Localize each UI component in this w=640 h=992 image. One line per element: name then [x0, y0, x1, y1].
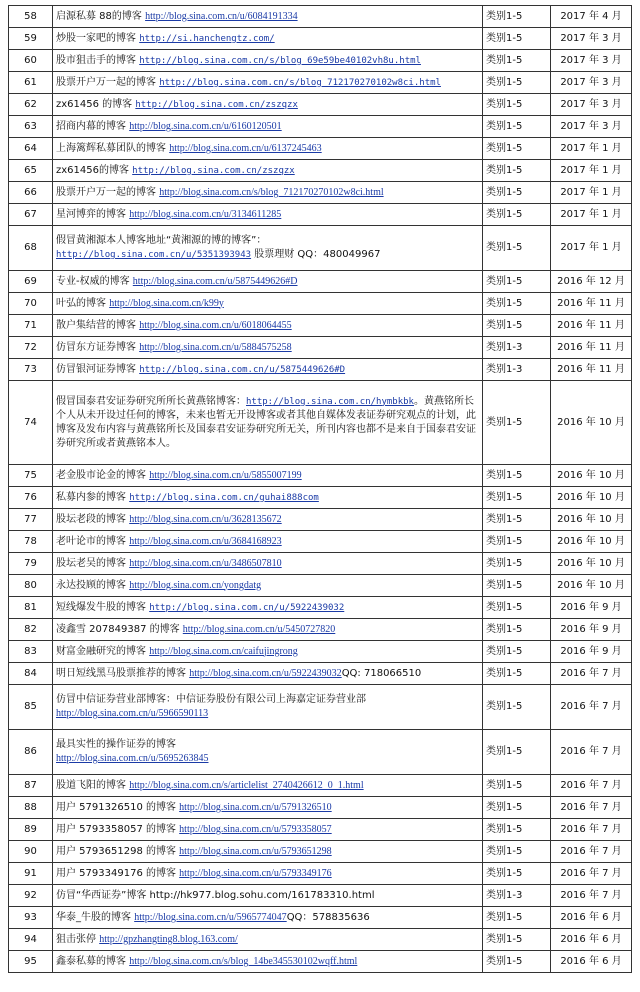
- date-cell: 2016 年 7 月: [551, 863, 632, 885]
- blog-title: 财富金融研究的博客: [56, 645, 150, 657]
- row-number: 94: [9, 929, 53, 951]
- blog-title: 炒股一家吧的博客: [56, 32, 140, 44]
- table-row: [9, 226, 632, 271]
- blog-description: [53, 575, 483, 597]
- table-row: [9, 138, 632, 160]
- table-row: [9, 819, 632, 841]
- category-cell: 类别1-5: [483, 6, 551, 28]
- blog-title: 假冒国泰君安证券研究所所长黄燕铭博客：: [56, 395, 246, 407]
- blog-url-link[interactable]: http://blog.sina.com.cn/u/5450727820: [182, 623, 336, 635]
- row-number: 81: [9, 597, 53, 619]
- blog-description: [53, 204, 483, 226]
- blog-title: 用户 5791326510 的博客: [56, 801, 180, 813]
- category-cell: 类别1-5: [483, 50, 551, 72]
- table-row: [9, 271, 632, 293]
- blog-url-link[interactable]: http://blog.sina.com.cn/s/articlelist_2740426612_0_1.html: [129, 779, 364, 791]
- date-cell: 2016 年 7 月: [551, 775, 632, 797]
- blog-url-link[interactable]: http://blog.sina.com.cn/u/5791326510: [179, 801, 332, 813]
- date-cell: 2016 年 7 月: [551, 797, 632, 819]
- date-cell: 2017 年 3 月: [551, 72, 632, 94]
- row-number: 66: [9, 182, 53, 204]
- date-cell: 2016 年 7 月: [551, 819, 632, 841]
- blog-title: 鑫泰私募的博客: [56, 955, 130, 967]
- blog-url-link[interactable]: http://blog.sina.com.cn/u/6160120501: [129, 120, 282, 132]
- date-cell: 2017 年 3 月: [551, 94, 632, 116]
- blog-description: [53, 819, 483, 841]
- blog-description: [53, 929, 483, 951]
- row-number: 90: [9, 841, 53, 863]
- table-row: [9, 885, 632, 907]
- blog-title: 上海篱辉私募团队的博客: [56, 142, 170, 154]
- blog-title: 最具实性的操作证券的博客: [56, 739, 176, 750]
- date-cell: 2016 年 10 月: [551, 487, 632, 509]
- row-number: 65: [9, 160, 53, 182]
- blog-url-link[interactable]: http://blog.sina.com.cn/yongdatg: [129, 579, 262, 591]
- row-number: 84: [9, 663, 53, 685]
- blog-title: 招商内幕的博客: [56, 120, 130, 132]
- blog-description: [53, 841, 483, 863]
- blog-title: 专业-权威的博客: [56, 275, 133, 287]
- date-cell: 2017 年 1 月: [551, 138, 632, 160]
- row-number: 59: [9, 28, 53, 50]
- row-number: 86: [9, 730, 53, 775]
- blog-url-link[interactable]: http://blog.sina.com.cn/zszqzx: [132, 165, 295, 176]
- table-row: [9, 663, 632, 685]
- blog-description: [53, 138, 483, 160]
- blog-title: 散户集结营的博客: [56, 319, 140, 331]
- blog-title: 私募内参的博客: [56, 491, 130, 503]
- blog-list-table: [8, 5, 632, 973]
- blog-description: [53, 337, 483, 359]
- date-cell: 2016 年 7 月: [551, 730, 632, 775]
- date-cell: 2016 年 7 月: [551, 885, 632, 907]
- blog-description: [53, 293, 483, 315]
- category-cell: 类别1-5: [483, 775, 551, 797]
- blog-title: 用户 5793349176 的博客: [56, 867, 180, 879]
- blog-title: 用户 5793358057 的博客: [56, 823, 180, 835]
- blog-description: [53, 907, 483, 929]
- category-cell: 类别1-5: [483, 226, 551, 271]
- table-row: [9, 553, 632, 575]
- blog-title: 仿冒银河证券博客: [56, 363, 140, 375]
- blog-title: 凌鑫雪 207849387 的博客: [56, 623, 183, 635]
- blog-url-link[interactable]: http://blog.sina.com.cn/u/5793349176: [179, 867, 332, 879]
- blog-title: QQ: 718066510: [341, 667, 422, 679]
- category-cell: 类别1-5: [483, 381, 551, 465]
- blog-title: 股坛老段的博客: [56, 513, 130, 525]
- table-row: [9, 929, 632, 951]
- date-cell: 2016 年 11 月: [551, 359, 632, 381]
- blog-description: [53, 885, 483, 907]
- table-row: [9, 72, 632, 94]
- date-cell: 2016 年 12 月: [551, 271, 632, 293]
- row-number: 88: [9, 797, 53, 819]
- blog-description: [53, 315, 483, 337]
- blog-url-link[interactable]: http://blog.sina.com.cn/u/5922439032: [149, 602, 345, 613]
- date-cell: 2017 年 1 月: [551, 226, 632, 271]
- blog-description: [53, 94, 483, 116]
- blog-title: 狙击张停: [56, 933, 100, 945]
- date-cell: 2017 年 1 月: [551, 204, 632, 226]
- blog-url-link[interactable]: http://blog.sina.com.cn/u/6137245463: [169, 142, 322, 154]
- blog-url-link[interactable]: http://blog.sina.com.cn/u/3486507810: [129, 557, 282, 569]
- blog-description: [53, 531, 483, 553]
- table-row: [9, 863, 632, 885]
- table-row: [9, 797, 632, 819]
- row-number: 74: [9, 381, 53, 465]
- table-row: [9, 182, 632, 204]
- date-cell: 2016 年 10 月: [551, 575, 632, 597]
- category-cell: 类别1-5: [483, 160, 551, 182]
- blog-url-link[interactable]: http://blog.sina.com.cn/u/6018064455: [139, 319, 292, 331]
- blog-description: [53, 619, 483, 641]
- date-cell: 2016 年 9 月: [551, 619, 632, 641]
- table-body: [9, 6, 632, 973]
- blog-description: [53, 465, 483, 487]
- blog-title: 短线爆发牛股的博客: [56, 601, 150, 613]
- blog-title: 股票开户万一起的博客: [56, 76, 160, 88]
- blog-title: 假冒黄湘源本人博客地址“黄湘源的博的博客”：: [56, 235, 267, 246]
- category-cell: 类别1-5: [483, 271, 551, 293]
- category-cell: 类别1-5: [483, 797, 551, 819]
- blog-description: [53, 597, 483, 619]
- category-cell: 类别1-5: [483, 315, 551, 337]
- category-cell: 类别1-5: [483, 553, 551, 575]
- row-number: 89: [9, 819, 53, 841]
- blog-url-text: http://hk977.blog.sohu.com/161783310.html: [149, 889, 375, 901]
- blog-url-link[interactable]: http://blog.sina.com.cn/u/5875449626#D: [132, 275, 298, 287]
- blog-description: [53, 685, 483, 730]
- category-cell: 类别1-5: [483, 531, 551, 553]
- blog-description: [53, 72, 483, 94]
- blog-url-link[interactable]: http://blog.sina.com.cn/u/5922439032: [189, 667, 342, 679]
- blog-description: [53, 182, 483, 204]
- date-cell: 2016 年 10 月: [551, 509, 632, 531]
- category-cell: 类别1-5: [483, 138, 551, 160]
- table-row: [9, 841, 632, 863]
- table-row: [9, 575, 632, 597]
- date-cell: 2016 年 10 月: [551, 553, 632, 575]
- blog-title: 永达投顾的博客: [56, 579, 130, 591]
- row-number: 93: [9, 907, 53, 929]
- row-number: 69: [9, 271, 53, 293]
- row-number: 70: [9, 293, 53, 315]
- blog-url-link[interactable]: http://blog.sina.com.cn/guhai888com: [129, 492, 319, 503]
- row-number: 92: [9, 885, 53, 907]
- row-number: 77: [9, 509, 53, 531]
- table-row: [9, 50, 632, 72]
- category-cell: 类别1-5: [483, 28, 551, 50]
- date-cell: 2016 年 6 月: [551, 929, 632, 951]
- blog-url-link[interactable]: http://blog.sina.com.cn/u/3684168923: [129, 535, 282, 547]
- blog-title: 华泰_牛股的博客: [56, 911, 135, 923]
- date-cell: 2016 年 6 月: [551, 907, 632, 929]
- blog-description: [53, 271, 483, 293]
- blog-description: [53, 797, 483, 819]
- category-cell: 类别1-5: [483, 641, 551, 663]
- category-cell: 类别1-3: [483, 359, 551, 381]
- blog-url-link[interactable]: http://gpzhangting8.blog.163.com/: [99, 933, 238, 945]
- blog-description: [53, 6, 483, 28]
- blog-title: 叶弘的博客: [56, 297, 110, 309]
- table-row: [9, 465, 632, 487]
- blog-description: [53, 863, 483, 885]
- blog-url-link[interactable]: http://blog.sina.com.cn/u/5965774047: [134, 911, 287, 923]
- category-cell: 类别1-3: [483, 885, 551, 907]
- blog-title: 仿冒中信证券营业部博客：中信证券股份有限公司上海嘉定证券营业部: [56, 694, 366, 705]
- blog-title: 老金股市论金的博客: [56, 469, 150, 481]
- blog-title: 。黄燕铭所长个人从未开设过任何的博客，未来也暂无开设博客或者其他自媒体发表证券研究观点的计划，此博客及发布内容与黄燕铭所长及国泰君安证券研究所无关，所刊内容也都不是来自于国泰君安证券研究所或者黄燕铭本人。: [56, 395, 476, 449]
- table-row: [9, 619, 632, 641]
- blog-title: 股市狙击手的博客: [56, 54, 140, 66]
- row-number: 71: [9, 315, 53, 337]
- blog-title: zx61456 的博客: [56, 98, 136, 110]
- blog-description: [53, 641, 483, 663]
- category-cell: 类别1-5: [483, 182, 551, 204]
- row-number: 80: [9, 575, 53, 597]
- blog-description: [53, 359, 483, 381]
- category-cell: 类别1-5: [483, 951, 551, 973]
- blog-url-link[interactable]: http://blog.sina.com.cn/zszqzx: [135, 99, 298, 110]
- category-cell: 类别1-5: [483, 663, 551, 685]
- blog-url-link[interactable]: http://blog.sina.com.cn/u/6084191334: [145, 10, 298, 22]
- row-number: 91: [9, 863, 53, 885]
- row-number: 68: [9, 226, 53, 271]
- row-number: 60: [9, 50, 53, 72]
- table-row: [9, 6, 632, 28]
- category-cell: 类别1-5: [483, 293, 551, 315]
- category-cell: 类别1-5: [483, 204, 551, 226]
- blog-title: 股票理财 QQ：480049967: [251, 249, 381, 260]
- blog-title: QQ：578835636: [286, 911, 370, 923]
- table-row: [9, 487, 632, 509]
- blog-url-link[interactable]: http://si.hanchengtz.com/: [139, 33, 275, 44]
- date-cell: 2017 年 3 月: [551, 28, 632, 50]
- blog-url-link[interactable]: http://blog.sina.com.cn/s/blog_712170270102w8ci.html: [159, 186, 384, 198]
- blog-title: 启源私募 88的博客: [56, 10, 146, 22]
- row-number: 62: [9, 94, 53, 116]
- table-row: [9, 160, 632, 182]
- table-row: [9, 685, 632, 730]
- table-row: [9, 597, 632, 619]
- category-cell: 类别1-5: [483, 730, 551, 775]
- table-row: [9, 359, 632, 381]
- category-cell: 类别1-5: [483, 72, 551, 94]
- category-cell: 类别1-5: [483, 116, 551, 138]
- row-number: 87: [9, 775, 53, 797]
- blog-description: [53, 116, 483, 138]
- date-cell: 2017 年 4 月: [551, 6, 632, 28]
- blog-url-link[interactable]: http://blog.sina.com.cn/s/blog_712170270102w8ci.html: [159, 77, 441, 88]
- date-cell: 2016 年 11 月: [551, 293, 632, 315]
- date-cell: 2016 年 10 月: [551, 531, 632, 553]
- table-row: [9, 293, 632, 315]
- blog-url-link[interactable]: http://blog.sina.com.cn/u/5695263845: [56, 753, 209, 764]
- table-row: [9, 951, 632, 973]
- date-cell: 2017 年 3 月: [551, 50, 632, 72]
- table-row: [9, 116, 632, 138]
- row-number: 95: [9, 951, 53, 973]
- blog-title: 股坛老吴的博客: [56, 557, 130, 569]
- blog-description: [53, 553, 483, 575]
- table-row: [9, 641, 632, 663]
- table-row: [9, 204, 632, 226]
- category-cell: 类别1-5: [483, 619, 551, 641]
- blog-description: [53, 775, 483, 797]
- blog-title: 股道飞阳的博客: [56, 779, 130, 791]
- blog-description: [53, 663, 483, 685]
- table-row: [9, 907, 632, 929]
- category-cell: 类别1-5: [483, 575, 551, 597]
- blog-title: 明日短线黑马股票推荐的博客: [56, 667, 190, 679]
- category-cell: 类别1-5: [483, 907, 551, 929]
- category-cell: 类别1-5: [483, 509, 551, 531]
- blog-url-link[interactable]: http://blog.sina.com.cn/u/3628135672: [129, 513, 282, 525]
- blog-url-link[interactable]: http://blog.sina.com.cn/u/5966590113: [56, 708, 209, 719]
- blog-url-link[interactable]: http://blog.sina.com.cn/hymbkbk: [246, 396, 414, 407]
- blog-title: 老叶论市的博客: [56, 535, 130, 547]
- row-number: 76: [9, 487, 53, 509]
- blog-description: [53, 487, 483, 509]
- row-number: 79: [9, 553, 53, 575]
- table-row: [9, 509, 632, 531]
- blog-description: [53, 226, 483, 271]
- blog-title: zx61456的博客: [56, 164, 133, 176]
- blog-title: 用户 5793651298 的博客: [56, 845, 180, 857]
- category-cell: 类别1-5: [483, 597, 551, 619]
- blog-url-link[interactable]: http://blog.sina.com.cn/u/5793358057: [179, 823, 332, 835]
- blog-title: 星河博弈的博客: [56, 208, 130, 220]
- blog-url-link[interactable]: http://blog.sina.com.cn/u/5351393943: [56, 250, 252, 260]
- table-row: [9, 775, 632, 797]
- blog-description: [53, 509, 483, 531]
- blog-description: [53, 730, 483, 775]
- blog-title: 仿冒东方证券博客: [56, 341, 140, 353]
- table-row: [9, 94, 632, 116]
- row-number: 82: [9, 619, 53, 641]
- row-number: 64: [9, 138, 53, 160]
- category-cell: 类别1-5: [483, 465, 551, 487]
- blog-description: [53, 50, 483, 72]
- date-cell: 2016 年 10 月: [551, 381, 632, 465]
- blog-url-link[interactable]: http://blog.sina.com.cn/caifujingrong: [149, 645, 298, 657]
- row-number: 85: [9, 685, 53, 730]
- date-cell: 2016 年 11 月: [551, 315, 632, 337]
- blog-url-link[interactable]: http://blog.sina.com.cn/u/3134611285: [129, 208, 282, 220]
- blog-description: [53, 381, 483, 465]
- date-cell: 2016 年 6 月: [551, 951, 632, 973]
- blog-url-link[interactable]: http://blog.sina.com.cn/k99y: [109, 297, 224, 309]
- blog-url-link[interactable]: http://blog.sina.com.cn/s/blog_14be345530102wqff.html: [129, 955, 358, 967]
- blog-url-link[interactable]: http://blog.sina.com.cn/u/5855007199: [149, 469, 302, 481]
- date-cell: 2017 年 1 月: [551, 182, 632, 204]
- blog-url-link[interactable]: http://blog.sina.com.cn/s/blog_69e59be40102vh8u.html: [139, 55, 421, 66]
- category-cell: 类别1-3: [483, 337, 551, 359]
- row-number: 72: [9, 337, 53, 359]
- blog-description: [53, 28, 483, 50]
- table-row: [9, 730, 632, 775]
- blog-url-link[interactable]: http://blog.sina.com.cn/u/5875449626#D: [139, 364, 346, 375]
- blog-url-link[interactable]: http://blog.sina.com.cn/u/5884575258: [139, 341, 292, 353]
- date-cell: 2016 年 11 月: [551, 337, 632, 359]
- row-number: 61: [9, 72, 53, 94]
- date-cell: 2017 年 1 月: [551, 160, 632, 182]
- date-cell: 2016 年 7 月: [551, 841, 632, 863]
- category-cell: 类别1-5: [483, 94, 551, 116]
- row-number: 63: [9, 116, 53, 138]
- table-row: [9, 337, 632, 359]
- row-number: 78: [9, 531, 53, 553]
- blog-url-link[interactable]: http://blog.sina.com.cn/u/5793651298: [179, 845, 332, 857]
- row-number: 73: [9, 359, 53, 381]
- date-cell: 2016 年 7 月: [551, 685, 632, 730]
- category-cell: 类别1-5: [483, 929, 551, 951]
- date-cell: 2016 年 10 月: [551, 465, 632, 487]
- category-cell: 类别1-5: [483, 487, 551, 509]
- row-number: 75: [9, 465, 53, 487]
- table-row: [9, 531, 632, 553]
- category-cell: 类别1-5: [483, 841, 551, 863]
- blog-title: 仿冒“华西证券”博客: [56, 889, 150, 901]
- row-number: 58: [9, 6, 53, 28]
- row-number: 83: [9, 641, 53, 663]
- blog-description: [53, 951, 483, 973]
- table-row: [9, 28, 632, 50]
- category-cell: 类别1-5: [483, 685, 551, 730]
- date-cell: 2016 年 7 月: [551, 663, 632, 685]
- table-row: [9, 381, 632, 465]
- row-number: 67: [9, 204, 53, 226]
- blog-title: 股票开户万一起的博客: [56, 186, 160, 198]
- date-cell: 2016 年 9 月: [551, 597, 632, 619]
- category-cell: 类别1-5: [483, 819, 551, 841]
- date-cell: 2016 年 9 月: [551, 641, 632, 663]
- blog-description: [53, 160, 483, 182]
- date-cell: 2017 年 3 月: [551, 116, 632, 138]
- category-cell: 类别1-5: [483, 863, 551, 885]
- table-row: [9, 315, 632, 337]
